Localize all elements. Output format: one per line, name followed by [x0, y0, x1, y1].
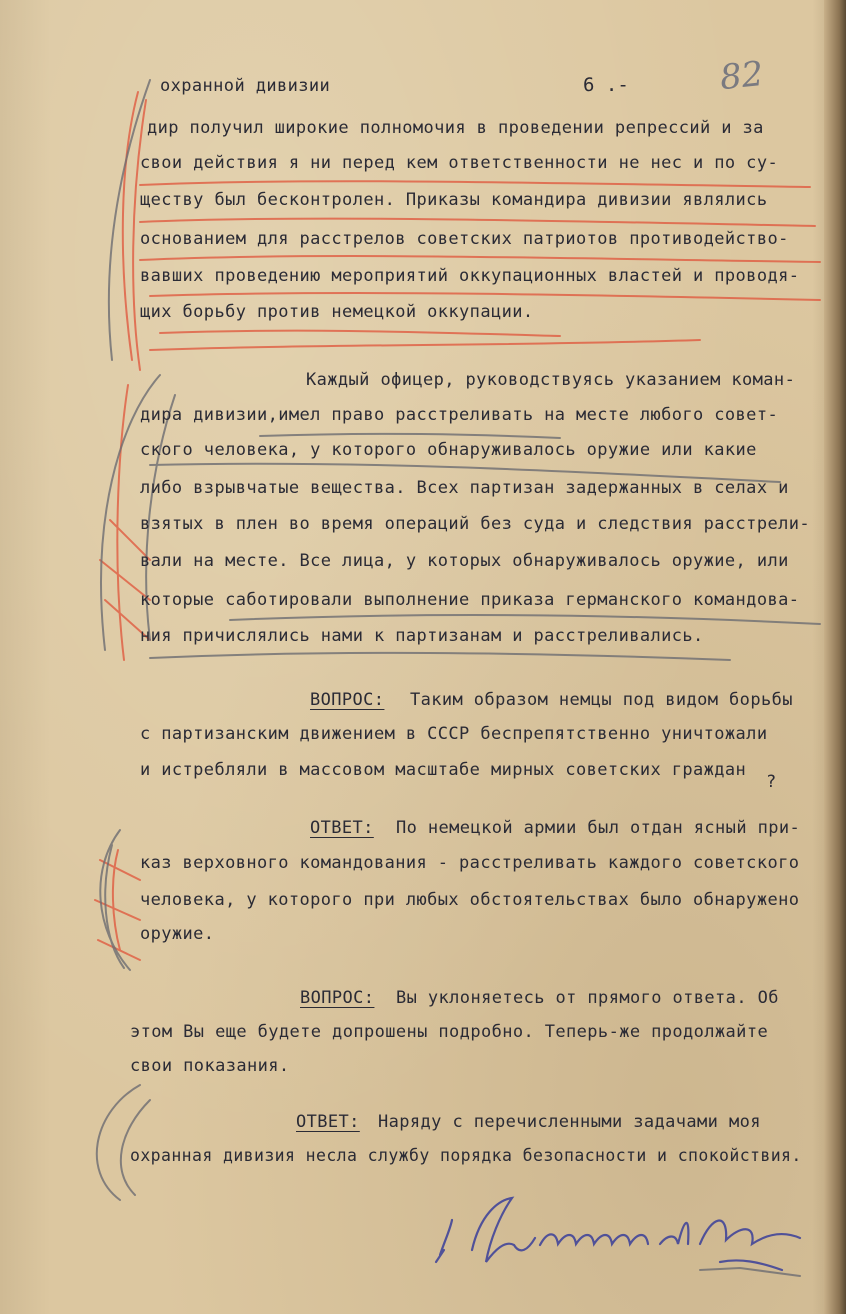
text-line: свои действия я ни перед кем ответственности не нес и по су- — [140, 153, 779, 173]
text-line: ния причислялись нами к партизанам и расстреливались. — [140, 626, 704, 646]
text-line: либо взрывчатые вещества. Всех партизан задержанных в селах и — [140, 478, 789, 498]
text-line: человека, у которого при любых обстоятельствах было обнаружено — [140, 890, 800, 910]
text-line: Вы уклоняетесь от прямого ответа. Об — [396, 988, 779, 1008]
text-line: которые саботировали выполнение приказа германского командова- — [140, 590, 800, 610]
question-label: ВОПРОС: — [300, 988, 375, 1008]
text-line: Наряду с перечисленными задачами моя — [378, 1112, 761, 1132]
text-line: вавших проведению мероприятий оккупационных властей и проводя- — [140, 266, 800, 286]
page-number: 6 .- — [583, 74, 629, 96]
text-line: ществу был бесконтролен. Приказы командира дивизии являлись — [140, 190, 768, 210]
text-line: с партизанским движением в СССР беспрепятственно уничтожали — [140, 724, 768, 744]
text-line: Каждый офицер, руководствуясь указанием коман- — [306, 370, 796, 390]
question-label: ВОПРОС: — [310, 690, 385, 710]
text-line: ского человека, у которого обнаруживалось оружие или какие — [140, 440, 757, 460]
text-line: вали на месте. Все лица, у которых обнаруживалось оружие, или — [140, 551, 789, 571]
page-edge — [824, 0, 846, 1314]
text-line: По немецкой армии был отдан ясный при- — [396, 818, 801, 838]
text-line: свои показания. — [130, 1056, 290, 1076]
text-line: каз верховного командования - расстреливать каждого советского — [140, 853, 800, 873]
text-line: дира дивизии,имел право расстреливать на месте любого совет- — [140, 405, 779, 425]
text-line: оружие. — [140, 924, 215, 944]
text-line: и истребляли в массовом масштабе мирных советских граждан — [140, 760, 747, 780]
question-mark: ? — [766, 772, 777, 792]
text-line: дир получил широкие полномочия в проведении репрессий и за — [147, 118, 764, 138]
text-line: щих борьбу против немецкой оккупации. — [140, 302, 534, 322]
running-head: охранной дивизии — [160, 76, 331, 96]
text-line: взятых в плен во время операций без суда и следствия расстрели- — [140, 514, 810, 534]
text-line: Таким образом немцы под видом борьбы — [410, 690, 793, 710]
text-line: охранная дивизия несла службу порядка безопасности и спокойствия. — [130, 1146, 802, 1165]
answer-label: ОТВЕТ: — [310, 818, 374, 838]
archive-page-number: 82 — [718, 53, 766, 99]
text-line: основанием для расстрелов советских патриотов противодейство- — [140, 229, 789, 249]
text-line: этом Вы еще будете допрошены подробно. Теперь-же продолжайте — [130, 1022, 769, 1042]
answer-label: ОТВЕТ: — [296, 1112, 360, 1132]
